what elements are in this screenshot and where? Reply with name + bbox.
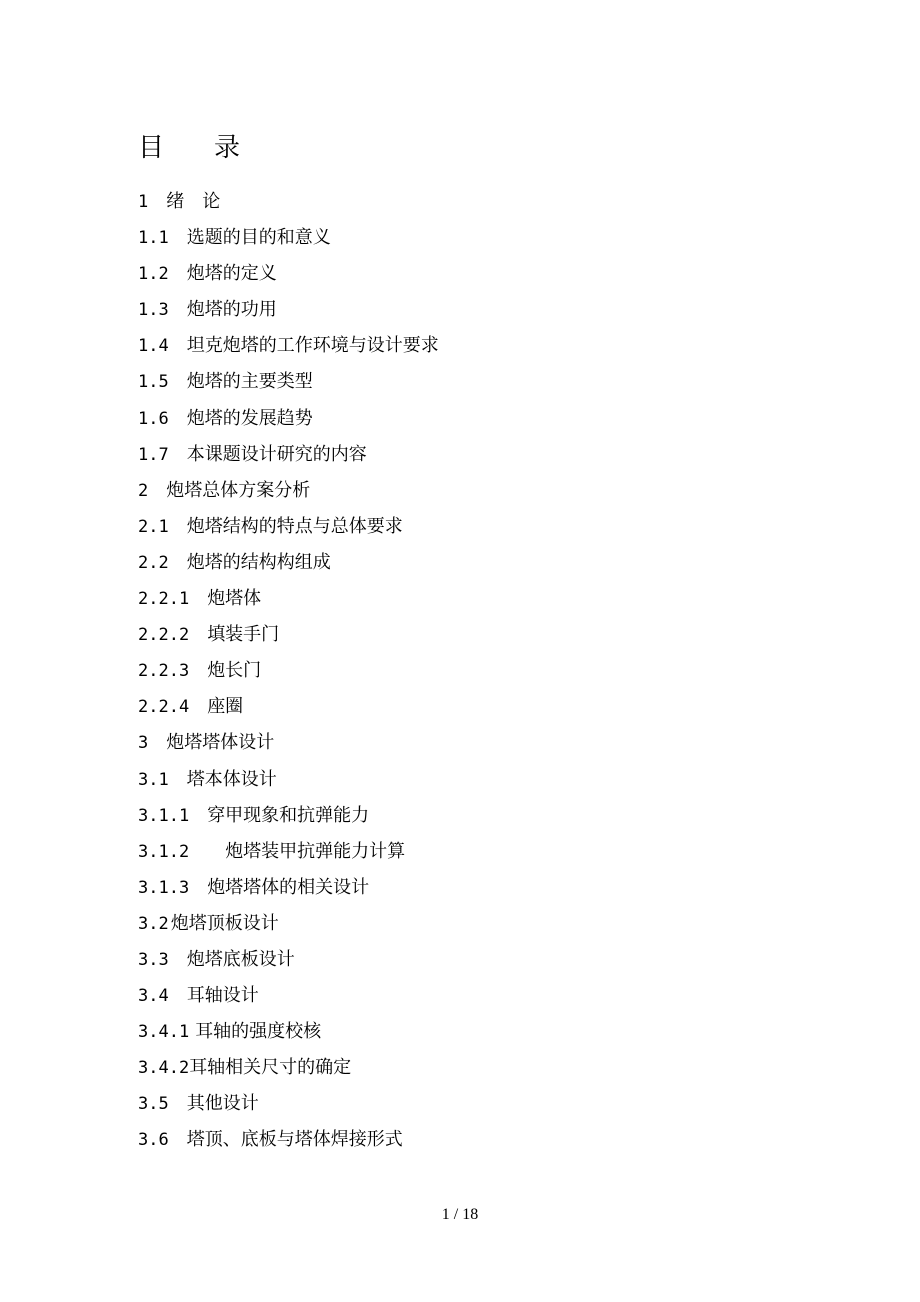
toc-entry[interactable] xyxy=(138,906,439,942)
toc-entry[interactable] xyxy=(138,978,439,1014)
toc-entry[interactable] xyxy=(138,1086,439,1122)
toc-entry[interactable] xyxy=(138,870,439,906)
toc-entry-title: 填装手门 xyxy=(207,624,280,646)
toc-entry-number: 3.1 xyxy=(138,769,169,790)
toc-entry-number: 2.2.2 xyxy=(138,625,190,646)
toc-entry-number: 3 xyxy=(138,733,149,754)
toc-entry-title: 本课题设计研究的内容 xyxy=(186,443,367,465)
toc-entry-title: 耳轴相关尺寸的确定 xyxy=(189,1057,352,1079)
toc-entry[interactable] xyxy=(138,437,439,473)
toc-entry-title: 炮塔底板设计 xyxy=(186,948,295,970)
toc-entry[interactable] xyxy=(138,220,439,256)
toc-entry-title: 耳轴设计 xyxy=(186,985,259,1007)
toc-entry[interactable] xyxy=(138,653,439,689)
toc-entry-number: 1.7 xyxy=(138,444,169,465)
toc-entry-number: 1.5 xyxy=(138,372,169,393)
toc-entry-number: 2.2.1 xyxy=(138,589,190,610)
toc-entry-number: 1.2 xyxy=(138,264,169,285)
toc-entry[interactable] xyxy=(138,725,439,761)
toc-entry-title: 炮塔总体方案分析 xyxy=(166,479,311,501)
toc-entry-number: 1.3 xyxy=(138,300,169,321)
toc-entry-title: 炮塔的主要类型 xyxy=(186,371,313,393)
toc-entry[interactable] xyxy=(138,581,439,617)
toc-entry[interactable] xyxy=(138,617,439,653)
toc-entry[interactable] xyxy=(138,545,439,581)
toc-entry-number: 3.3 xyxy=(138,949,169,970)
toc-entry-title: 其他设计 xyxy=(186,1093,259,1115)
toc-entry[interactable] xyxy=(138,834,439,870)
toc-entry-number: 2.2.3 xyxy=(138,661,190,682)
toc-entry-number: 3.1.2 xyxy=(138,841,190,862)
toc-entry-title: 塔顶、底板与塔体焊接形式 xyxy=(186,1129,403,1151)
toc-entry-title: 座圈 xyxy=(207,696,244,718)
toc-entry[interactable] xyxy=(138,689,439,725)
toc-entry-title: 炮塔的发展趋势 xyxy=(186,407,313,429)
toc-title-char-1: 目 xyxy=(138,133,165,163)
toc-entry-number: 3.6 xyxy=(138,1130,169,1151)
toc-entry-number: 3.2 xyxy=(138,913,169,934)
toc-entry-title: 炮塔结构的特点与总体要求 xyxy=(186,515,403,537)
toc-entry[interactable] xyxy=(138,364,439,400)
toc-entry-title: 炮塔的定义 xyxy=(186,263,277,285)
toc-entry-title: 炮长门 xyxy=(207,660,262,682)
toc-entry-number: 3.4.2 xyxy=(138,1058,190,1079)
toc-entry-title: 炮塔的结构构组成 xyxy=(186,551,331,573)
toc-entry-title: 炮塔塔体设计 xyxy=(166,732,275,754)
toc-entry-title: 选题的目的和意义 xyxy=(186,227,331,249)
toc-entry-number: 1.4 xyxy=(138,336,169,357)
toc-entry-title: 耳轴的强度校核 xyxy=(195,1021,322,1043)
toc-entry-number: 1.6 xyxy=(138,408,169,429)
toc-entry-number: 2 xyxy=(138,480,149,501)
toc-entry[interactable] xyxy=(138,1050,439,1086)
toc-entry[interactable] xyxy=(138,762,439,798)
toc-entry-number: 2.2.4 xyxy=(138,697,190,718)
toc-entry-title: 穿甲现象和抗弹能力 xyxy=(207,804,370,826)
toc-entry[interactable] xyxy=(138,798,439,834)
toc-entry[interactable] xyxy=(138,473,439,509)
toc-entry[interactable] xyxy=(138,184,439,220)
toc-entry[interactable] xyxy=(138,328,439,364)
toc-entry-number: 1.1 xyxy=(138,228,169,249)
toc-entry[interactable] xyxy=(138,942,439,978)
toc-entry-number: 1 xyxy=(138,192,149,212)
toc-entry[interactable] xyxy=(138,509,439,545)
toc-title-char-2: 录 xyxy=(214,133,241,163)
toc-entry-number: 3.1.3 xyxy=(138,877,190,898)
toc-entry[interactable] xyxy=(138,401,439,437)
toc-title xyxy=(138,128,240,168)
toc-entry-title: 塔本体设计 xyxy=(186,768,277,790)
toc-entry-title: 绪 论 xyxy=(166,191,221,212)
toc-entry-number: 3.5 xyxy=(138,1094,169,1115)
toc-entry-number: 3.4.1 xyxy=(138,1022,190,1043)
table-of-contents xyxy=(138,184,439,1159)
toc-entry[interactable] xyxy=(138,292,439,328)
toc-entry-title: 炮塔体 xyxy=(207,588,262,610)
toc-entry-number: 3.1.1 xyxy=(138,805,190,826)
toc-entry[interactable] xyxy=(138,256,439,292)
toc-entry-title: 炮塔塔体的相关设计 xyxy=(207,876,370,898)
toc-entry[interactable] xyxy=(138,1014,439,1050)
toc-entry-title: 炮塔的功用 xyxy=(186,299,277,321)
toc-entry-title: 炮塔装甲抗弹能力计算 xyxy=(225,840,406,862)
toc-entry-title: 坦克炮塔的工作环境与设计要求 xyxy=(186,335,439,357)
toc-entry-number: 3.4 xyxy=(138,986,169,1007)
toc-entry-number: 2.2 xyxy=(138,552,169,573)
toc-entry[interactable] xyxy=(138,1122,439,1158)
toc-entry-number: 2.1 xyxy=(138,516,169,537)
toc-entry-title: 炮塔顶板设计 xyxy=(170,912,279,934)
page-number: 1 / 18 xyxy=(441,1206,479,1223)
